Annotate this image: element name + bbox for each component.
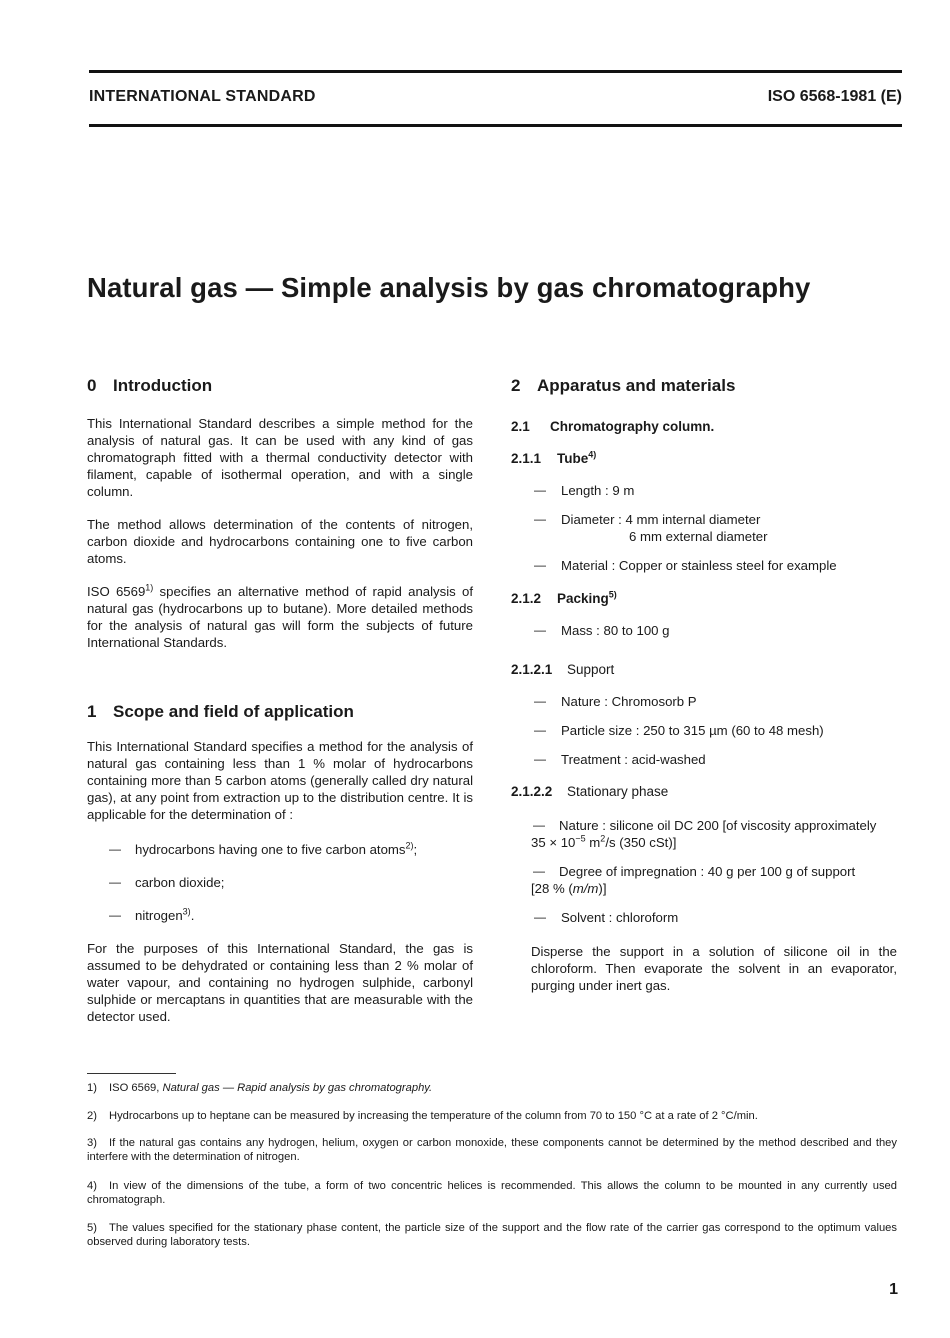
footnote-separator — [87, 1073, 176, 1074]
exponent: 2 — [600, 833, 606, 844]
subsection-title: Tube — [557, 451, 589, 466]
tube-material: — Material : Copper or stainless steel for example — [511, 557, 897, 574]
subsection-title: Packing — [557, 591, 609, 606]
footnote-ref: 1) — [145, 582, 154, 593]
footnote-number: 4) — [87, 1180, 97, 1192]
section-title: Introduction — [113, 376, 213, 395]
footnote-number: 1) — [87, 1082, 97, 1094]
text: In view of the dimensions of the tube, a form of two concentric helices is recommended. This allows the column to be mounted in any currently used chromatograph. — [87, 1180, 897, 1206]
section-2-heading — [511, 376, 897, 396]
document-title: Natural gas — Simple analysis by gas chromatography — [87, 272, 811, 303]
text: /s (350 cSt)] — [605, 835, 677, 850]
text: specifies an alternative method of rapid analysis of natural gas (hydrocarbons up to butane). More detailed methods for the analysis of natural gas will form the subjects of future International Standards. — [87, 584, 473, 650]
subsection-title: Support — [567, 662, 615, 677]
intro-paragraph-3 — [87, 583, 473, 651]
subsection-title: Chromatography column. — [550, 419, 715, 434]
footnote-number: 5) — [87, 1222, 97, 1234]
left-column — [87, 376, 473, 1025]
section-title: Apparatus and materials — [537, 376, 736, 395]
scope-list-item-hydrocarbons — [87, 841, 473, 858]
dash-glyph: — — [533, 818, 545, 832]
stationary-phase-nature — [511, 817, 897, 834]
footnote-ref: 5) — [608, 589, 617, 600]
footnote-ref: 3) — [182, 906, 191, 917]
section-number: 2 — [511, 376, 521, 395]
header-rule-top — [89, 70, 902, 73]
footnote-number: 2) — [87, 1110, 97, 1122]
scope-list-item-nitrogen — [87, 907, 473, 924]
disperse-paragraph: Disperse the support in a solution of silicone oil in the chloroform. Then evaporate the solvent in an evaporator, purging under inert gas. — [531, 944, 897, 993]
text: 35 × 10 — [531, 835, 576, 850]
subsection-2-1-2-heading — [511, 591, 897, 606]
header-standard-type: INTERNATIONAL STANDARD — [89, 88, 316, 105]
scope-paragraph-1: This International Standard specifies a method for the analysis of natural gas containing less than 1 % molar of hydrocarbons containing more than 5 carbon atoms (generally called dry natural gas), at any point from extraction up to the distribution centre. It is applicable for the determination of : — [87, 739, 473, 822]
subsection-2-1-2-1-heading — [511, 662, 897, 677]
text: ISO 6569 — [87, 584, 146, 599]
text: ; — [413, 842, 418, 857]
support-particle-size: — Particle size : 250 to 315 µm (60 to 48 mesh) — [511, 722, 897, 739]
subsection-title: Stationary phase — [567, 784, 669, 799]
tube-diameter-external: 6 mm external diameter — [629, 529, 768, 544]
scope-paragraph-2: For the purposes of this International Standard, the gas is assumed to be dehydrated or containing less than 2 % molar of water vapour, and containing no hydrogen sulphide, carbonyl sulphide or mercaptans in quantities that are measurable with the detector used. — [87, 941, 473, 1024]
footnote-4 — [87, 1179, 897, 1207]
footnote-3 — [87, 1136, 897, 1164]
subsection-number: 2.1.2.2 — [511, 784, 553, 799]
subsection-number: 2.1 — [511, 419, 530, 434]
stationary-phase-nature-cont — [531, 834, 897, 851]
scope-list-item-carbon-dioxide: — carbon dioxide; — [87, 874, 473, 891]
subsection-2-1-heading — [511, 419, 897, 434]
text: The values specified for the stationary phase content, the particle size of the support and the flow rate of the carrier gas correspond to the optimum values observed during laboratory tests. — [87, 1222, 897, 1248]
text-italic: Natural gas — Rapid analysis by gas chromatography. — [162, 1082, 433, 1094]
text: Nature : silicone oil DC 200 [of viscosity approximately — [559, 818, 877, 833]
header-standard-number: ISO 6568-1981 (E) — [767, 88, 902, 105]
stationary-phase-solvent: — Solvent : chloroform — [511, 909, 897, 926]
footnote-ref: 2) — [405, 840, 414, 851]
subsection-number: 2.1.2 — [511, 591, 542, 606]
footnote-ref: 4) — [588, 449, 597, 460]
tube-length: — Length : 9 m — [511, 482, 897, 499]
subsection-2-1-1-heading — [511, 451, 897, 466]
section-0-heading — [87, 376, 473, 396]
text: )] — [598, 881, 607, 896]
subsection-number: 2.1.2.1 — [511, 662, 553, 677]
section-title: Scope and field of application — [113, 702, 354, 721]
dash-glyph: — — [533, 864, 545, 878]
support-treatment: — Treatment : acid-washed — [511, 751, 897, 768]
footnote-2 — [87, 1109, 897, 1123]
section-number: 0 — [87, 376, 97, 395]
footnote-number: 3) — [87, 1137, 97, 1149]
tube-diameter-internal: — Diameter : 4 mm internal diameter — [511, 511, 897, 528]
subsection-2-1-2-2-heading — [511, 784, 897, 799]
footnote-5 — [87, 1221, 897, 1249]
text: hydrocarbons having one to five carbon atoms — [135, 842, 406, 857]
text: Degree of impregnation : 40 g per 100 g of support — [559, 864, 856, 879]
text: m — [585, 835, 601, 850]
header-rule-bottom — [89, 124, 902, 127]
stationary-phase-degree — [511, 863, 897, 880]
exponent: −5 — [575, 833, 586, 844]
text: Hydrocarbons up to heptane can be measured by increasing the temperature of the column from 70 to 150 °C at a rate of 2 °C/min. — [109, 1110, 758, 1122]
intro-paragraph-2: The method allows determination of the contents of nitrogen, carbon dioxide and hydrocarbons containing one to five carbon atoms. — [87, 517, 473, 566]
text: ISO 6569, — [109, 1082, 163, 1094]
intro-paragraph-1: This International Standard describes a simple method for the analysis of natural gas. It can be used with any kind of gas chromatograph fitted with a thermal conductivity detector with filament, capable of isothermal operation, and with a single column. — [87, 416, 473, 499]
text: nitrogen — [135, 908, 183, 923]
support-nature: — Nature : Chromosorb P — [511, 693, 897, 710]
page-number: 1 — [889, 1281, 898, 1298]
stationary-phase-degree-cont — [531, 880, 897, 897]
text-italic: m/m — [572, 881, 599, 896]
packing-mass: — Mass : 80 to 100 g — [511, 622, 897, 639]
right-column — [511, 376, 897, 994]
text: [28 % ( — [531, 881, 573, 896]
subsection-number: 2.1.1 — [511, 451, 542, 466]
footnote-1 — [87, 1081, 897, 1095]
section-1-heading — [87, 702, 473, 722]
section-number: 1 — [87, 702, 97, 721]
text: If the natural gas contains any hydrogen, helium, oxygen or carbon monoxide, these components cannot be determined by the method described and they interfere with the determination of nitrogen. — [87, 1137, 897, 1163]
text: . — [190, 908, 195, 923]
